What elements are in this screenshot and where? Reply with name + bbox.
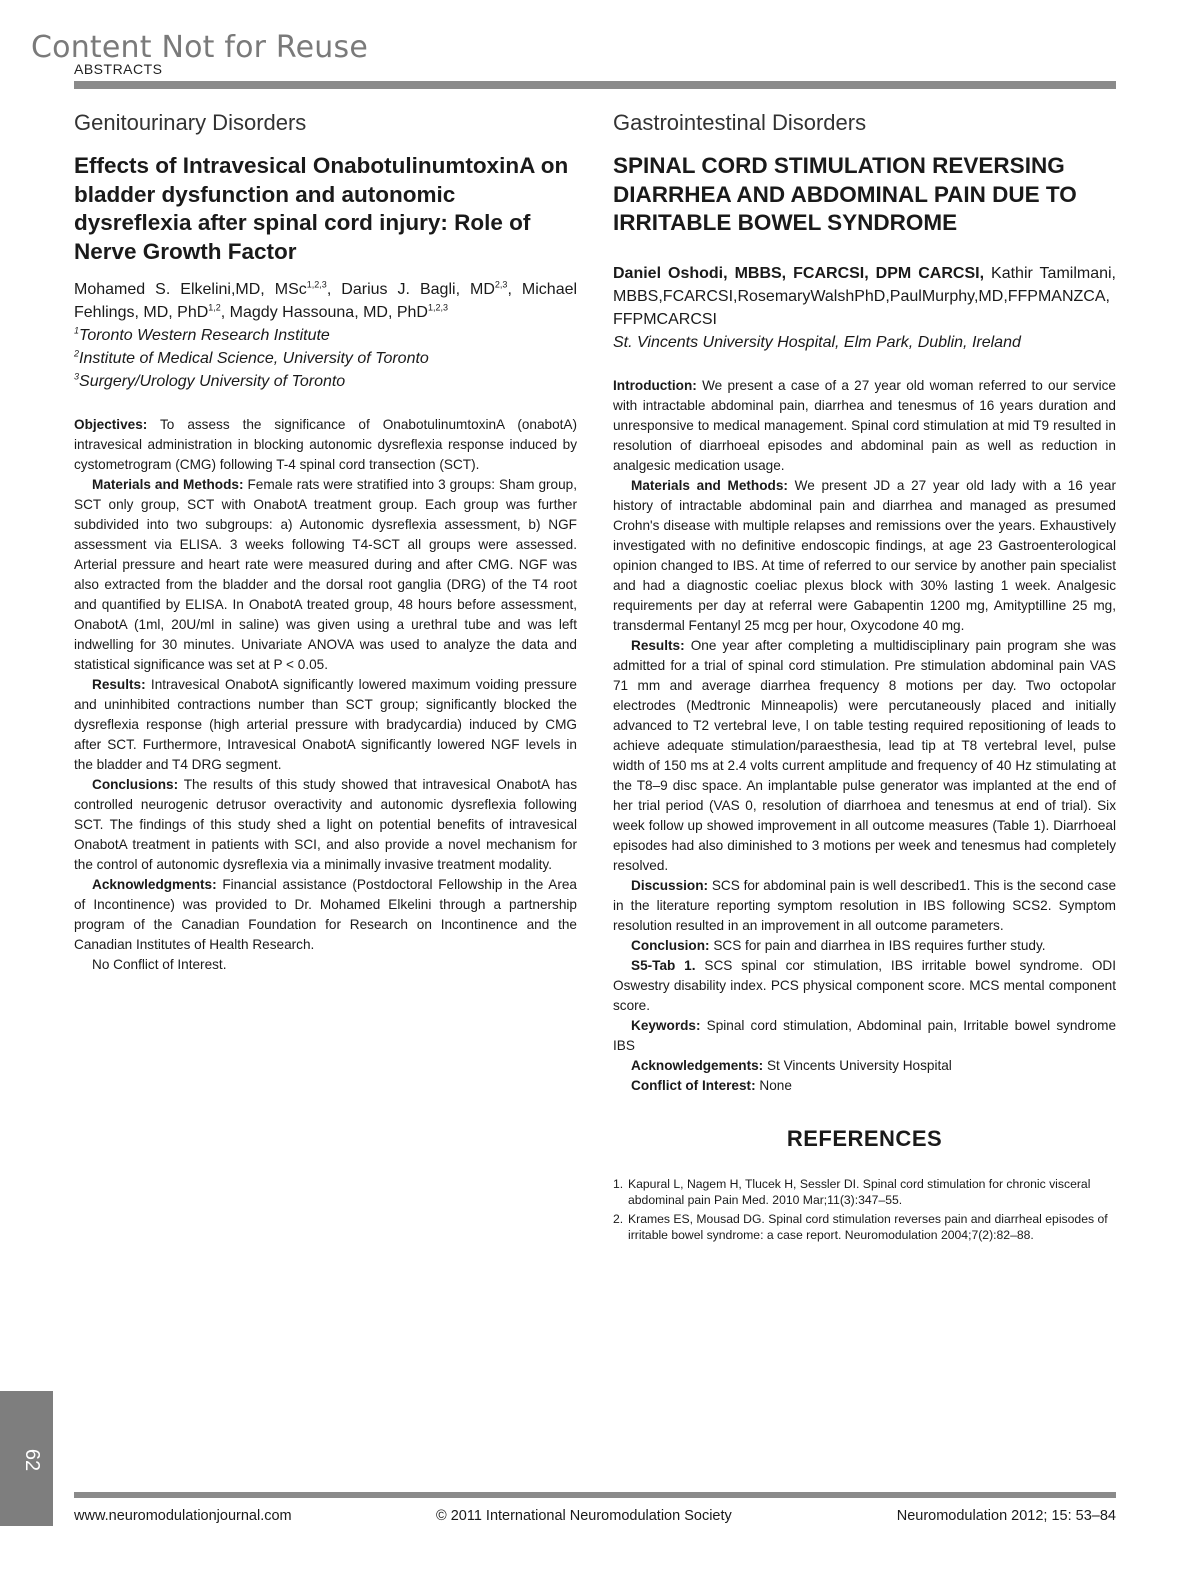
author-separator: , xyxy=(507,281,522,298)
paragraph-text: Financial assistance (Postdoctoral Fellowship in the Area of Incontinence) was provided to Dr. Mohamed Elkelini through a partnership program of the Canadian Foundation for Research on Incontinence and the Canadian Institutes of Health Research. xyxy=(74,877,577,952)
paragraph-text: SCS for abdominal pain is well described1. This is the second case in the literature reporting symptom resolution in IBS following SCS2. Symptom resolution resulted in an improvement in all outcome parameters. xyxy=(613,877,1116,933)
reference-item xyxy=(613,1211,1116,1244)
abstract-paragraph xyxy=(613,1056,1116,1076)
abstract-paragraph xyxy=(613,1016,1116,1056)
paragraph-label: Acknowledgments: xyxy=(92,877,217,892)
paragraph-text: One year after completing a multidisciplinary pain program she was admitted for a trial of spinal cord stimulation. Pre stimulation abdominal pain VAS 71 mm and average diarrhea frequency 8 motions per day. Two octopolar electrodes (Medtronic Minneapolis) were percutaneously placed and initially advanced to T2 vertebral leve, l on table testing required repositioning of leads to achieve adequate stimulation/paraesthesia, lead tip at T8 vertebral level, pulse width of 150 ms at 2.4 volts current amplitude and frequency of 40 Hz stimulating at the T8–9 disc space. An implantable pulse generator was implanted at the end of her trial period (VAS 0, resolution of diarrhoea and tenesmus at end of trial). Six week follow up showed improvement in all outcome measures (Table 1). Diarrhoeal episodes had also diminished to 3 motions per week and tenesmus had completely resolved. xyxy=(613,637,1117,873)
right-author-list xyxy=(613,262,1116,331)
paragraph-text: SCS for pain and diarrhea in IBS requires further study. xyxy=(713,937,1046,953)
paragraph-label: Results: xyxy=(631,637,685,653)
paragraph-text: No Conflict of Interest. xyxy=(92,957,227,972)
author-name: Michael Fehlings, MD, PhD xyxy=(74,281,578,321)
abstract-paragraph xyxy=(74,955,577,975)
abstract-paragraph xyxy=(613,876,1116,936)
author-affiliation-marker: 1,2,3 xyxy=(306,279,327,290)
abstract-paragraph xyxy=(74,475,577,675)
paragraph-label: Acknowledgements: xyxy=(631,1057,764,1073)
paragraph-label: Objectives: xyxy=(74,417,148,432)
abstract-paragraph xyxy=(74,415,577,475)
paragraph-text: None xyxy=(759,1077,792,1093)
right-abstract-body xyxy=(613,376,1116,1096)
paragraph-text: To assess the significance of OnabotulinumtoxinA (onabotA) intravesical administration in blocking autonomic dysreflexia response induced by cystometrogram (CMG) following T-4 spinal cord transection (SCT). xyxy=(74,417,578,472)
right-authors-bold: Daniel Oshodi, MBBS, FCARCSI, DPM CARCSI, xyxy=(613,264,985,282)
paragraph-label: Keywords: xyxy=(631,1017,701,1033)
paragraph-label: Introduction: xyxy=(613,377,697,393)
abstract-paragraph xyxy=(613,956,1116,1016)
abstract-paragraph xyxy=(74,675,577,775)
abstract-paragraph xyxy=(74,875,577,955)
left-article-title: Effects of Intravesical OnabotulinumtoxinA on bladder dysfunction and autonomic dysreflexia after spinal cord injury: Role of Nerve Growth Factor xyxy=(74,153,569,264)
paragraph-label: Conclusions: xyxy=(92,777,179,792)
footer-citation: Neuromodulation 2012; 15: 53–84 xyxy=(896,1508,1116,1524)
paragraph-text: The results of this study showed that intravesical OnabotA has controlled neurogenic detrusor overactivity and autonomic dysreflexia following SCT. The findings of this study shed a light on potential benefits of intravesical OnabotA treatment in patients with SCI, and also provide a novel mechanism for the control of autonomic dysreflexia via a minimally invasive treatment modality. xyxy=(74,777,577,872)
affiliation-text: Institute of Medical Science, University of Toronto xyxy=(79,350,429,367)
author-affiliation-marker: 1,2,3 xyxy=(427,302,449,313)
author-name: Mohamed S. Elkelini,MD, MSc xyxy=(74,281,307,298)
paragraph-label: Results: xyxy=(92,677,146,692)
author-affiliation-marker: 1,2 xyxy=(208,302,221,313)
footer-copyright: © 2011 International Neuromodulation Society xyxy=(436,1508,732,1524)
paragraph-label: Materials and Methods: xyxy=(92,477,244,492)
watermark-text: Content Not for Reuse xyxy=(31,30,368,65)
author-separator: , xyxy=(220,304,230,321)
affiliation-text: Toronto Western Research Institute xyxy=(79,327,330,344)
reference-item xyxy=(613,1176,1116,1209)
paragraph-text: Female rats were stratified into 3 groups: Sham group, SCT only group, SCT with OnabotA treatment group. Each group was further subdivided into two subgroups: a) Autonomic dysreflexia assessment, b) NGF assessment via ELISA. 3 weeks following T4-SCT all groups were assessed. Arterial pressure and heart rate were measured during and after CMG. NGF was also extracted from the bladder and the dorsal root ganglia (DRG) of the T4 root and quantified by ELISA. In OnabotA treated group, 48 hours before assessment, OnabotA (1ml, 20U/ml in saline) was given using a urethral tube and was left indwelling for 30 minutes. Univariate ANOVA was used to analyze the data and statistical significance was set at P < 0.05. xyxy=(74,477,577,672)
page-number: 62 xyxy=(21,1448,43,1472)
references-heading: REFERENCES xyxy=(786,1125,943,1151)
left-column xyxy=(74,110,577,975)
paragraph-text: Intravesical OnabotA significantly lowered maximum voiding pressure and uninhibited contractions number than SCT group; significantly blocked the dysreflexia response (high arterial pressure with bradycardia) induced by CMG after SCT. Furthermore, Intravesical OnabotA significantly lowered NGF levels in the bladder and T4 DRG segment. xyxy=(74,677,577,772)
abstract-paragraph xyxy=(613,936,1116,956)
affiliation-marker: 2 xyxy=(74,348,80,359)
paragraph-text: We present JD a 27 year old lady with a 16 year history of intractable abdominal pain and diarrhea and managed as presumed Crohn's disease with multiple relapses and remissions over the years. Exhaustively investigated with no definitive endoscopic findings, at age 23 Gastroenterological opinion changed to IBS. At time of referred to our service by another pain specialist and had a diagnostic coeliac plexus block with 30% lasting 1 week. Analgesic requirements per day at referral were Gabapentin 1200 mg, Amityptilline 25 mg, transdermal Fentanyl 25 mcg per hour, Oxycodone 40 mg. xyxy=(613,477,1116,633)
bottom-divider xyxy=(74,1492,1116,1498)
paragraph-text: Spinal cord stimulation, Abdominal pain, Irritable bowel syndrome IBS xyxy=(613,1017,1116,1053)
author-affiliation-marker: 2,3 xyxy=(494,279,508,290)
affiliation-marker: 1 xyxy=(74,325,80,336)
paragraph-label: Conflict of Interest: xyxy=(631,1077,756,1093)
top-divider xyxy=(74,81,1116,89)
left-category-heading: Genitourinary Disorders xyxy=(74,110,307,135)
reference-number: 2. xyxy=(613,1211,624,1226)
author-name: Darius J. Bagli, MD xyxy=(341,281,495,298)
paragraph-label: Discussion: xyxy=(631,877,709,893)
affiliation-line xyxy=(74,324,577,347)
abstract-paragraph xyxy=(613,636,1116,876)
abstract-paragraph xyxy=(613,476,1116,636)
author-separator: , xyxy=(326,281,342,298)
reference-list xyxy=(613,1176,1116,1244)
left-author-list xyxy=(74,278,577,324)
affiliation-text: Surgery/Urology University of Toronto xyxy=(79,373,346,390)
affiliation-line xyxy=(74,347,577,370)
reference-text: Krames ES, Mousad DG. Spinal cord stimulation reverses pain and diarrheal episodes of irritable bowel syndrome: a case report. Neuromodulation 2004;7(2):82–88. xyxy=(628,1211,1108,1242)
reference-text: Kapural L, Nagem H, Tlucek H, Sessler DI. Spinal cord stimulation for chronic visceral abdominal pain Pain Med. 2010 Mar;11(3):347–55. xyxy=(628,1176,1091,1207)
affiliation-marker: 3 xyxy=(74,371,80,382)
paragraph-text: We present a case of a 27 year old woman referred to our service with intractable abdominal pain, diarrhea and tenesmus of 16 years duration and unresponsive to medical management. Spinal cord stimulation at mid T9 resulted in resolution of diarrhoeal episodes and abdominal pain as well as reduction in analgesic medication usage. xyxy=(613,377,1116,473)
left-abstract-body xyxy=(74,415,577,975)
abstract-paragraph xyxy=(74,775,577,875)
right-affiliation: St. Vincents University Hospital, Elm Park, Dublin, Ireland xyxy=(613,333,1021,351)
reference-number: 1. xyxy=(613,1176,624,1191)
paragraph-text: St Vincents University Hospital xyxy=(766,1057,952,1073)
left-affiliations xyxy=(74,324,577,393)
abstract-paragraph xyxy=(613,376,1116,476)
author-name: Magdy Hassouna, MD, PhD xyxy=(229,304,428,321)
right-authors-rest: Kathir Tamilmani, MBBS,FCARCSI,RosemaryWalshPhD,PaulMurphy,MD,FFPMANZCA, FFPMCARCSI xyxy=(613,264,1117,328)
paragraph-text: SCS spinal cor stimulation, IBS irritable bowel syndrome. ODI Oswestry disability index. PCS physical component score. MCS mental component score. xyxy=(613,957,1117,1013)
footer-website: www.neuromodulationjournal.com xyxy=(74,1508,292,1524)
paragraph-label: S5-Tab 1. xyxy=(631,957,696,973)
paragraph-label: Materials and Methods: xyxy=(631,477,788,493)
paragraph-label: Conclusion: xyxy=(631,937,710,953)
right-article-title: SPINAL CORD STIMULATION REVERSING DIARRHEA AND ABDOMINAL PAIN DUE TO IRRITABLE BOWEL SYNDROME xyxy=(613,153,1077,235)
right-column xyxy=(613,110,1116,1246)
affiliation-line xyxy=(74,370,577,393)
abstract-paragraph xyxy=(613,1076,1116,1096)
right-category-heading: Gastrointestinal Disorders xyxy=(613,110,867,135)
section-label: ABSTRACTS xyxy=(74,61,163,77)
